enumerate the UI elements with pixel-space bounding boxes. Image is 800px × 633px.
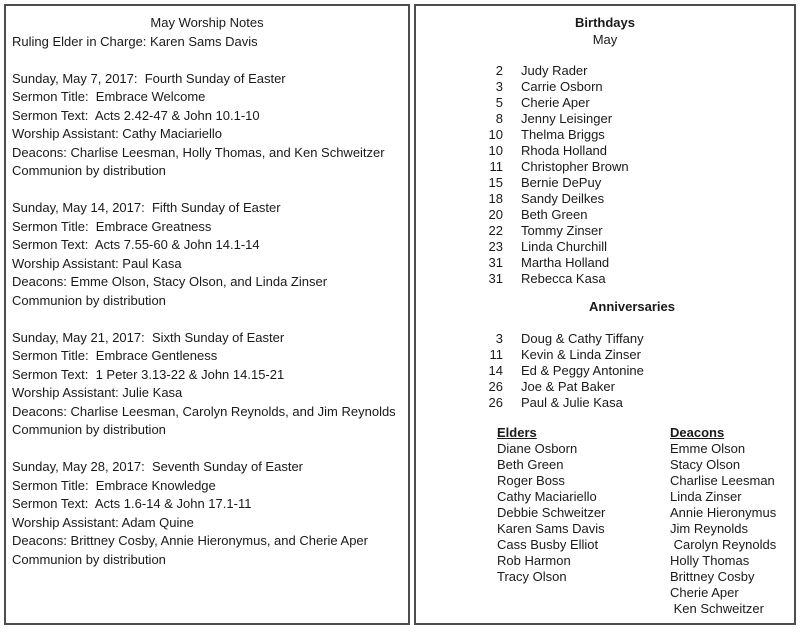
elders-header: Elders: [497, 425, 537, 440]
anniversary-name: Doug & Cathy Tiffany: [521, 331, 644, 346]
birthday-day: 2: [495, 63, 503, 78]
anniversary-day: 3: [495, 331, 503, 346]
deacons-list: [670, 441, 776, 617]
deacon-name: Cherie Aper: [670, 585, 739, 600]
elder-name: Beth Green: [497, 457, 564, 472]
elder-name: Rob Harmon: [497, 553, 571, 568]
worship-assistant-line: Worship Assistant: Cathy Maciariello: [12, 126, 223, 141]
anniversaries-title: Anniversaries: [589, 299, 675, 314]
deacon-name: Emme Olson: [670, 441, 746, 456]
services-list: [12, 70, 402, 570]
service-date-line: Sunday, May 21, 2017: Sixth Sunday of Easter: [12, 329, 285, 345]
sermon-title-line: Sermon Title: Embrace Knowledge: [12, 477, 216, 493]
deacon-name: Stacy Olson: [670, 457, 741, 472]
anniversary-row: [416, 347, 794, 363]
birthday-day: 22: [488, 223, 503, 238]
service-date-line: Sunday, May 14, 2017: Fifth Sunday of Easter: [12, 200, 281, 215]
birthday-day: 8: [495, 111, 503, 126]
deacons-line: Deacons: Charlise Leesman, Carolyn Reynolds, and Jim Reynolds: [12, 403, 396, 419]
officer-columns: [497, 425, 794, 617]
birthday-name: Rebecca Kasa: [521, 271, 606, 286]
deacon-name: Carolyn Reynolds: [670, 537, 777, 552]
birthday-day: 3: [495, 79, 503, 94]
anniversary-row: [416, 331, 794, 347]
birthday-name: Tommy Zinser: [521, 223, 603, 238]
birthday-day: 31: [488, 271, 503, 286]
birthday-row: [416, 255, 794, 271]
service-date-line: Sunday, May 28, 2017: Seventh Sunday of Easter: [12, 459, 304, 474]
birthday-row: [416, 63, 794, 79]
communion-line: Communion by distribution: [12, 551, 166, 567]
deacons-line: Deacons: Emme Olson, Stacy Olson, and Linda Zinser: [12, 274, 328, 289]
birthday-row: [416, 111, 794, 127]
elders-list: [497, 441, 670, 585]
birthday-row: [416, 271, 794, 287]
birthday-name: Rhoda Holland: [521, 143, 608, 158]
birthday-day: 23: [488, 239, 503, 254]
sermon-text-line: Sermon Text: Acts 7.55-60 & John 14.1-14: [12, 237, 260, 252]
anniversaries-list: [416, 331, 794, 411]
deacons-header: Deacons: [670, 425, 725, 440]
service-block: [12, 458, 402, 569]
deacon-name: Linda Zinser: [670, 489, 742, 504]
birthday-day: 5: [495, 95, 503, 110]
elder-name: Debbie Schweitzer: [497, 505, 606, 520]
elder-name: Cass Busby Elliot: [497, 537, 599, 552]
birthday-row: [416, 95, 794, 111]
birthday-row: [416, 175, 794, 191]
anniversary-row: [416, 363, 794, 379]
birthday-row: [416, 239, 794, 255]
birthday-day: 31: [488, 255, 503, 270]
worship-assistant-line: Worship Assistant: Adam Quine: [12, 514, 194, 530]
worship-assistant-line: Worship Assistant: Julie Kasa: [12, 385, 183, 400]
birthday-name: Beth Green: [521, 207, 588, 222]
elder-name: Roger Boss: [497, 473, 565, 488]
deacons-line: Deacons: Charlise Leesman, Holly Thomas, and Ken Schweitzer: [12, 144, 385, 160]
anniversary-name: Joe & Pat Baker: [521, 379, 615, 394]
anniversary-name: Paul & Julie Kasa: [521, 395, 623, 410]
birthday-name: Carrie Osborn: [521, 79, 603, 94]
birthday-row: [416, 159, 794, 175]
deacon-name: Jim Reynolds: [670, 521, 749, 536]
birthday-name: Thelma Briggs: [521, 127, 605, 142]
sermon-text-line: Sermon Text: Acts 1.6-14 & John 17.1-11: [12, 496, 252, 511]
birthday-name: Martha Holland: [521, 255, 610, 270]
deacon-name: Charlise Leesman: [670, 473, 775, 488]
birthday-name: Sandy Deilkes: [521, 191, 605, 206]
sermon-text-line: Sermon Text: Acts 2.42-47 & John 10.1-10: [12, 107, 260, 123]
anniversary-day: 11: [489, 347, 503, 362]
sermon-text-line: Sermon Text: 1 Peter 3.13-22 & John 14.15-21: [12, 366, 285, 382]
birthday-name: Bernie DePuy: [521, 175, 602, 190]
deacon-name: Holly Thomas: [670, 553, 750, 568]
birthday-day: 15: [488, 175, 503, 190]
birthdays-title: Birthdays: [575, 15, 635, 30]
worship-assistant-line: Worship Assistant: Paul Kasa: [12, 255, 182, 271]
birthdays-list: [416, 63, 794, 287]
rosters-panel: [414, 4, 796, 625]
worship-notes-title: May Worship Notes: [150, 15, 264, 30]
service-date-line: Sunday, May 7, 2017: Fourth Sunday of Easter: [12, 70, 286, 86]
birthday-row: [416, 207, 794, 223]
sermon-title-line: Sermon Title: Embrace Welcome: [12, 89, 206, 104]
worship-notes-panel: [4, 4, 410, 625]
anniversary-day: 14: [488, 363, 503, 378]
birthday-name: Cherie Aper: [521, 95, 590, 110]
elder-name: Karen Sams Davis: [497, 521, 605, 536]
birthday-name: Judy Rader: [521, 63, 588, 78]
birthday-day: 18: [488, 191, 503, 206]
birthday-row: [416, 223, 794, 239]
communion-line: Communion by distribution: [12, 163, 166, 178]
birthday-day: 10: [488, 127, 503, 142]
anniversary-row: [416, 395, 794, 411]
service-block: [12, 199, 402, 310]
birthday-row: [416, 127, 794, 143]
deacons-column: [670, 425, 776, 617]
birthday-name: Linda Churchill: [521, 239, 607, 254]
birthday-day: 20: [488, 207, 503, 222]
birthday-row: [416, 191, 794, 207]
anniversary-row: [416, 379, 794, 395]
birthday-day: 11: [489, 159, 503, 174]
service-block: [12, 329, 402, 440]
deacon-name: Ken Schweitzer: [670, 601, 764, 616]
deacon-name: Brittney Cosby: [670, 569, 755, 584]
anniversary-name: Kevin & Linda Zinser: [521, 347, 641, 362]
sermon-title-line: Sermon Title: Embrace Greatness: [12, 218, 212, 234]
elders-column: [497, 425, 670, 617]
deacon-name: Annie Hieronymus: [670, 505, 777, 520]
anniversary-day: 26: [488, 379, 503, 394]
birthday-name: Jenny Leisinger: [521, 111, 613, 126]
ruling-elder-line: Ruling Elder in Charge: Karen Sams Davis: [12, 33, 258, 49]
elder-name: Diane Osborn: [497, 441, 578, 456]
anniversary-day: 26: [488, 395, 503, 410]
birthday-row: [416, 79, 794, 95]
deacons-line: Deacons: Brittney Cosby, Annie Hieronymus, and Cherie Aper: [12, 533, 368, 548]
elder-name: Cathy Maciariello: [497, 489, 597, 504]
communion-line: Communion by distribution: [12, 292, 166, 308]
birthday-row: [416, 143, 794, 159]
sermon-title-line: Sermon Title: Embrace Gentleness: [12, 348, 218, 363]
service-block: [12, 70, 402, 181]
anniversary-name: Ed & Peggy Antonine: [521, 363, 644, 378]
elder-name: Tracy Olson: [497, 569, 567, 584]
birthday-day: 10: [488, 143, 503, 158]
communion-line: Communion by distribution: [12, 422, 166, 437]
birthday-name: Christopher Brown: [521, 159, 629, 174]
birthdays-month: May: [592, 32, 618, 47]
